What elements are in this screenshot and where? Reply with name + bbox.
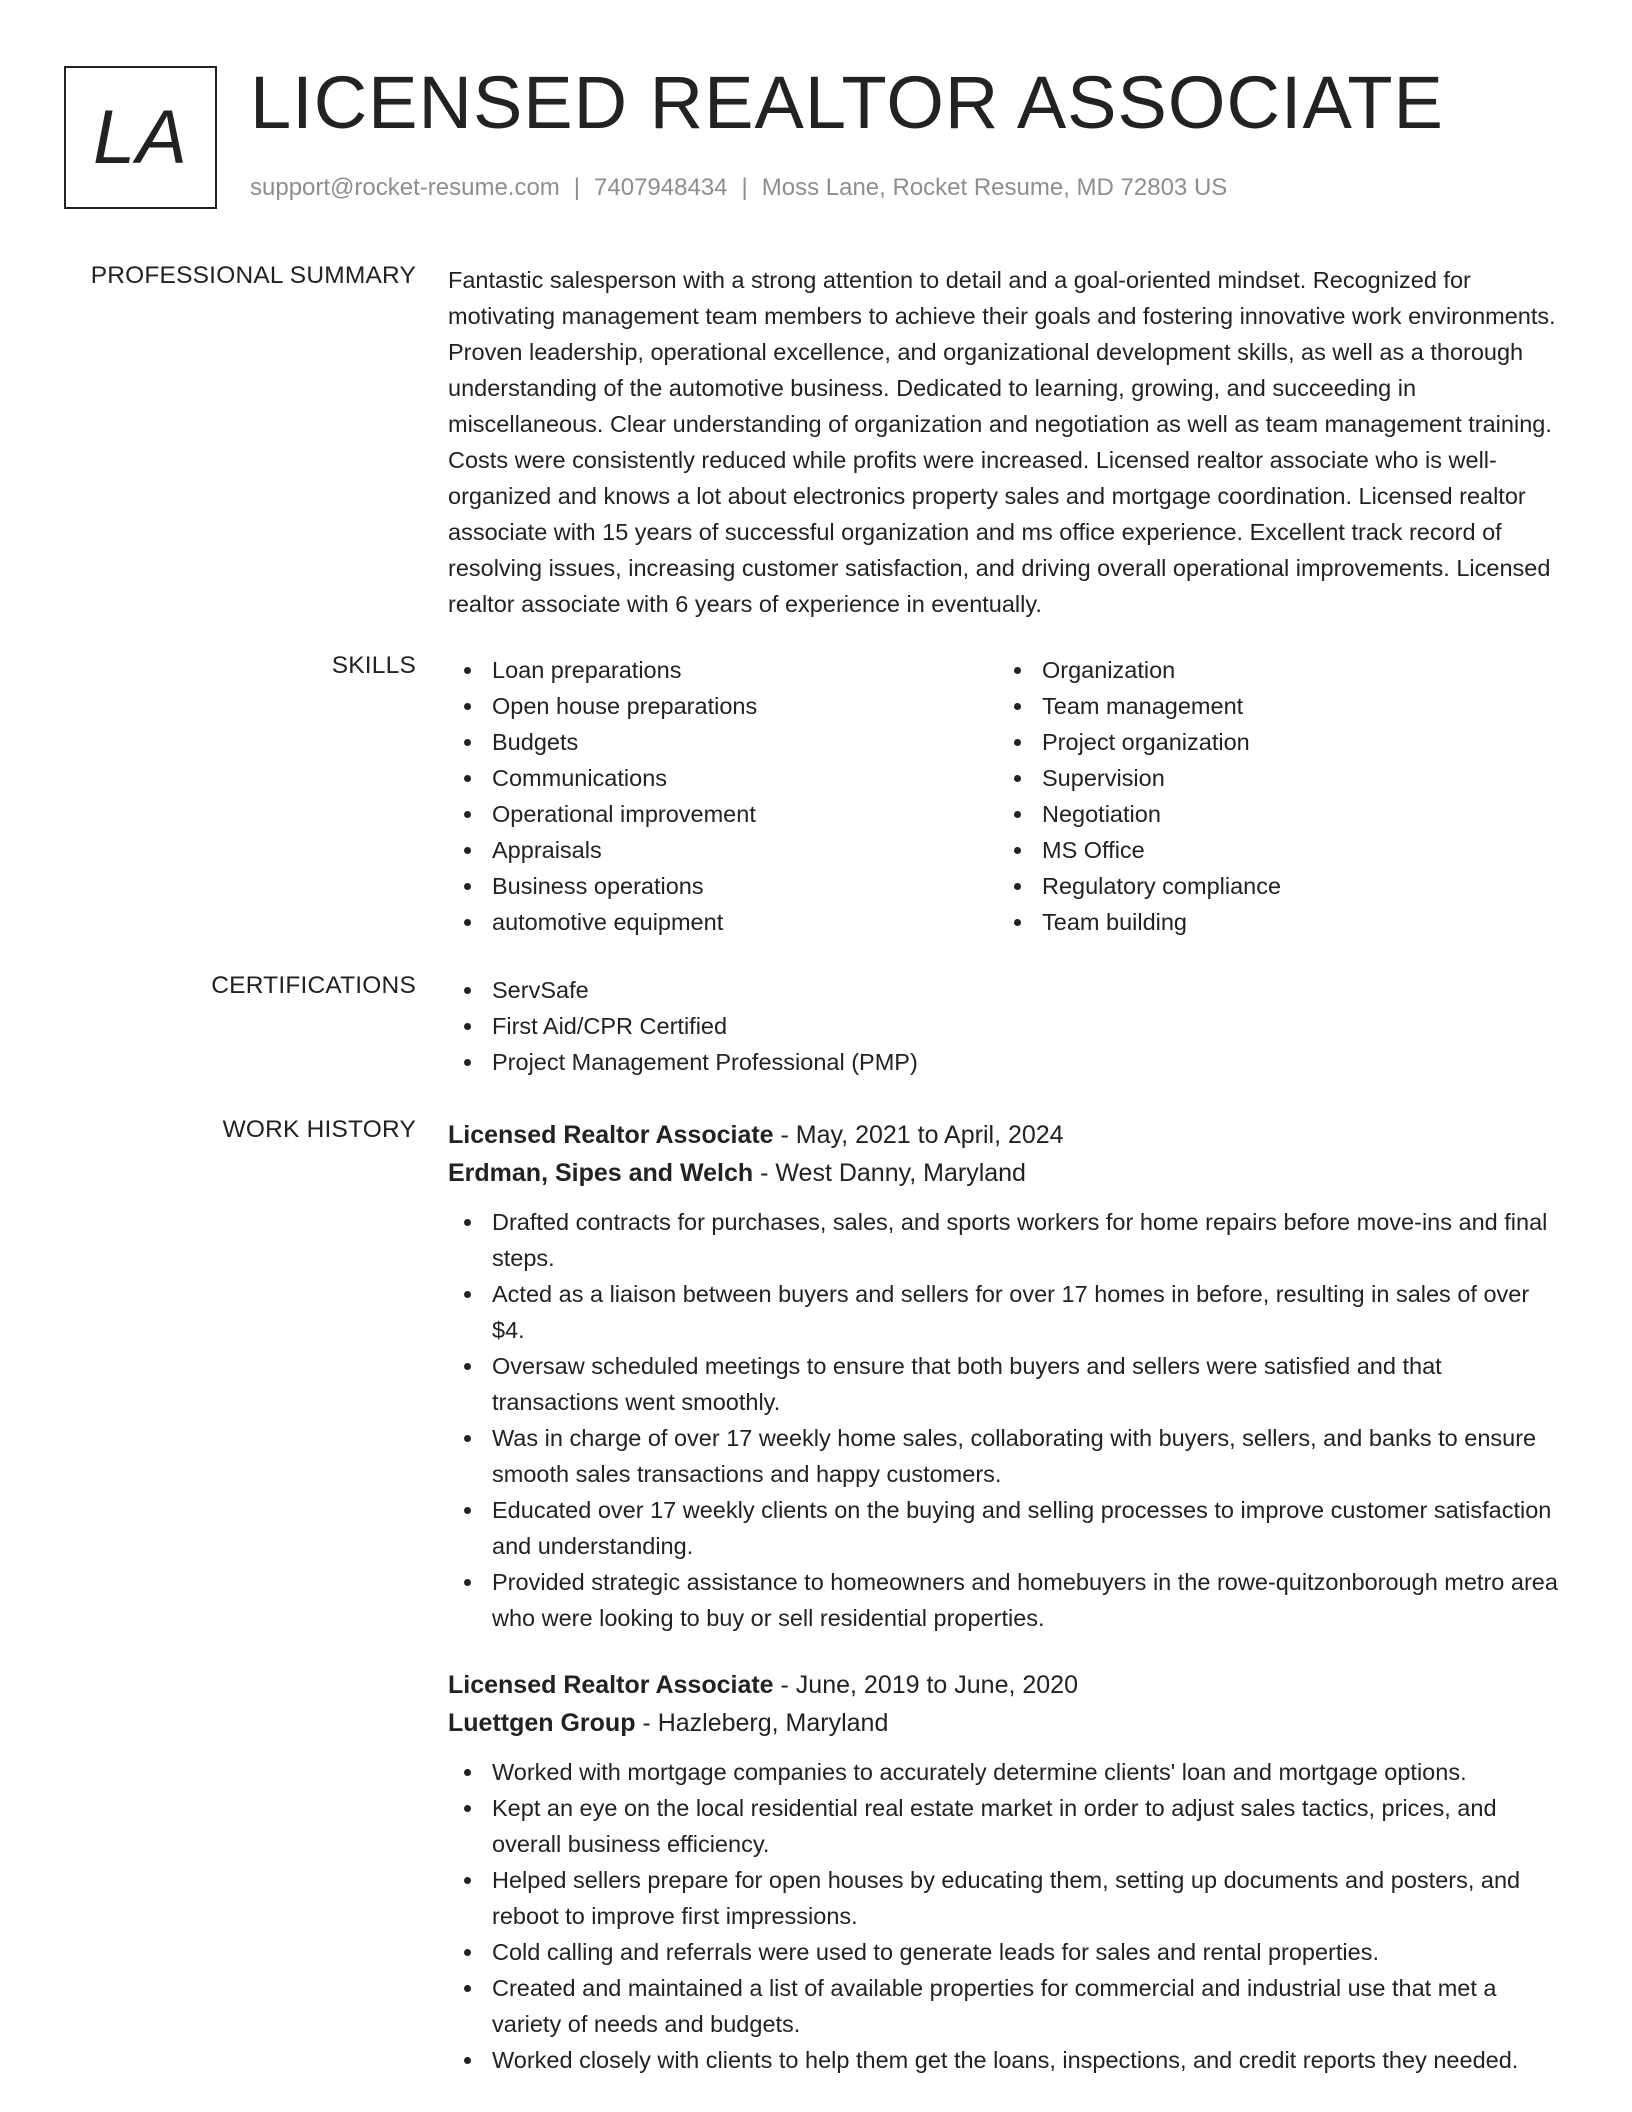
work-history-label: WORK HISTORY	[222, 1116, 416, 1143]
job-bullet: Cold calling and referrals were used to generate leads for sales and rental properties.	[448, 1934, 1568, 1970]
job-bullet: Created and maintained a list of available properties for commercial and industrial use that met a variety of needs and budgets.	[448, 1970, 1568, 2042]
job-bullets	[448, 1754, 1568, 2078]
job-bullet: Drafted contracts for purchases, sales, and sports workers for home repairs before move-ins and final steps.	[448, 1204, 1568, 1276]
job-title: Licensed Realtor Associate	[448, 1121, 774, 1149]
skill-item: Loan preparations	[448, 652, 998, 688]
job-bullet: Acted as a liaison between buyers and sellers for over 17 homes in before, resulting in sales of over $4.	[448, 1276, 1568, 1348]
certifications-list	[448, 972, 1568, 1080]
skills-body	[448, 652, 1568, 940]
job-bullet: Worked with mortgage companies to accurately determine clients' loan and mortgage options.	[448, 1754, 1568, 1790]
job-bullet: Provided strategic assistance to homeowners and homebuyers in the rowe-quitzonborough metro area who were looking to buy or sell residential properties.	[448, 1564, 1568, 1636]
job-bullet: Oversaw scheduled meetings to ensure that both buyers and sellers were satisfied and that transactions went smoothly.	[448, 1348, 1568, 1420]
skill-item: Team management	[998, 688, 1548, 724]
job-entry	[448, 1666, 1568, 2078]
resume-name: LICENSED REALTOR ASSOCIATE	[250, 61, 1444, 144]
job-title-line	[448, 1116, 1568, 1154]
certifications-body	[448, 972, 1568, 1080]
job-location: - Hazleberg, Maryland	[635, 1709, 889, 1737]
skill-item: Supervision	[998, 760, 1548, 796]
skills-list-left	[448, 652, 998, 940]
monogram-initials: LA	[93, 95, 188, 180]
monogram-box	[64, 66, 217, 209]
skill-item: Operational improvement	[448, 796, 998, 832]
skill-item: automotive equipment	[448, 904, 998, 940]
job-company-line	[448, 1704, 1568, 1742]
job-title: Licensed Realtor Associate	[448, 1671, 774, 1699]
skill-item: MS Office	[998, 832, 1548, 868]
job-bullet: Educated over 17 weekly clients on the buying and selling processes to improve customer satisfaction and understanding.	[448, 1492, 1568, 1564]
work-history-body	[448, 1116, 1568, 2078]
skill-item: Business operations	[448, 868, 998, 904]
contact-line	[250, 174, 1227, 202]
job-company: Luettgen Group	[448, 1709, 636, 1737]
job-entry	[448, 1116, 1568, 1636]
certification-item: Project Management Professional (PMP)	[448, 1044, 1568, 1080]
summary-text: Fantastic salesperson with a strong attention to detail and a goal-oriented mindset. Recognized for motivating management team members to achieve their goals and fostering innovative work environments. Proven leadership, operational excellence, and organizational development skills, as well as a thorough understanding of the automotive business. Dedicated to learning, growing, and succeeding in miscellaneous. Clear understanding of organization and negotiation as well as team management training. Costs were consistently reduced while profits were increased. Licensed realtor associate who is well-organized and knows a lot about electronics property sales and mortgage coordination. Licensed realtor associate with 15 years of successful organization and ms office experience. Excellent track record of resolving issues, increasing customer satisfaction, and driving overall operational improvements. Licensed realtor associate with 6 years of experience in eventually.	[448, 267, 1556, 617]
job-company-line	[448, 1154, 1568, 1192]
skill-item: Negotiation	[998, 796, 1548, 832]
job-bullet: Helped sellers prepare for open houses by educating them, setting up documents and posters, and reboot to improve first impressions.	[448, 1862, 1568, 1934]
job-bullets	[448, 1204, 1568, 1636]
contact-phone: 7407948434	[594, 174, 728, 201]
skill-item: Regulatory compliance	[998, 868, 1548, 904]
skill-item: Project organization	[998, 724, 1548, 760]
skills-list-right	[998, 652, 1548, 940]
contact-separator: |	[741, 174, 748, 201]
job-dates: - June, 2019 to June, 2020	[773, 1671, 1078, 1699]
job-location: - West Danny, Maryland	[753, 1159, 1026, 1187]
contact-email: support@rocket-resume.com	[250, 174, 560, 201]
job-title-line	[448, 1666, 1568, 1704]
certification-item: First Aid/CPR Certified	[448, 1008, 1568, 1044]
skill-item: Organization	[998, 652, 1548, 688]
job-bullet: Worked closely with clients to help them get the loans, inspections, and credit reports they needed.	[448, 2042, 1568, 2078]
contact-separator: |	[573, 174, 581, 201]
skill-item: Budgets	[448, 724, 998, 760]
skills-label: SKILLS	[331, 652, 416, 679]
job-dates: - May, 2021 to April, 2024	[773, 1121, 1064, 1149]
skill-item: Team building	[998, 904, 1548, 940]
job-company: Erdman, Sipes and Welch	[448, 1159, 754, 1187]
contact-address: Moss Lane, Rocket Resume, MD 72803 US	[761, 174, 1228, 201]
job-bullet: Kept an eye on the local residential real estate market in order to adjust sales tactics, prices, and overall business efficiency.	[448, 1790, 1568, 1862]
job-bullet: Was in charge of over 17 weekly home sales, collaborating with buyers, sellers, and banks to ensure smooth sales transactions and happy customers.	[448, 1420, 1568, 1492]
summary-label: PROFESSIONAL SUMMARY	[90, 262, 416, 289]
certifications-label: CERTIFICATIONS	[211, 972, 416, 999]
skill-item: Communications	[448, 760, 998, 796]
skill-item: Open house preparations	[448, 688, 998, 724]
summary-body	[448, 262, 1568, 622]
skill-item: Appraisals	[448, 832, 998, 868]
certification-item: ServSafe	[448, 972, 1568, 1008]
resume-header	[64, 61, 1584, 216]
